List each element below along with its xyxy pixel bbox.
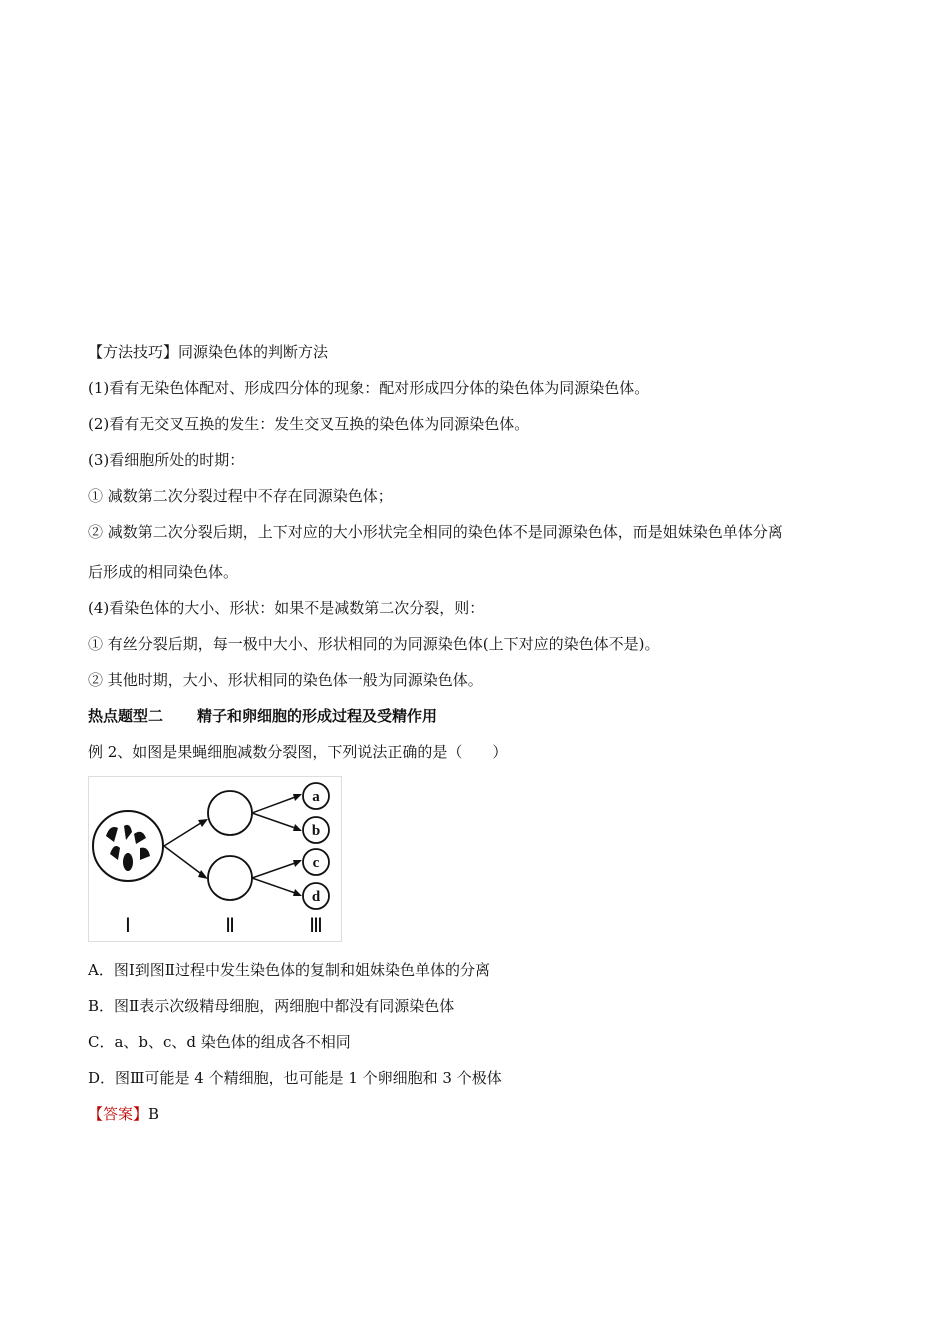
option-c: C．a、b、c、d 染色体的组成各不相同: [88, 1033, 351, 1051]
arrows-2-to-3: [252, 796, 298, 894]
stage-label-3: Ⅲ: [309, 915, 323, 937]
option-d: D．图Ⅲ可能是 4 个精细胞，也可能是 1 个卵细胞和 3 个极体: [88, 1069, 502, 1087]
method-point-3: (3)看细胞所处的时期：: [88, 451, 245, 469]
section-heading-label: 热点题型二: [88, 707, 164, 725]
method-point-3a: ① 减数第二次分裂过程中不存在同源染色体；: [88, 487, 393, 505]
method-point-2: (2)看有无交叉互换的发生：发生交叉互换的染色体为同源染色体。: [88, 415, 530, 433]
method-point-4a: ① 有丝分裂后期，每一极中大小、形状相同的为同源染色体(上下对应的染色体不是)。: [88, 635, 660, 653]
answer-value: B: [148, 1105, 160, 1123]
method-title: 【方法技巧】同源染色体的判断方法: [88, 343, 329, 361]
meiosis-figure: [88, 776, 342, 942]
option-a: A．图Ⅰ到图Ⅱ过程中发生染色体的复制和姐妹染色单体的分离: [88, 961, 490, 979]
method-point-4: (4)看染色体的大小、形状：如果不是减数第二次分裂，则：: [88, 599, 485, 617]
method-point-3b-line2: 后形成的相同染色体。: [88, 563, 239, 581]
cell-stage-2-top: [208, 791, 252, 835]
section-heading-title: 精子和卵细胞的形成过程及受精作用: [197, 707, 438, 725]
question-stem: 例 2、如图是果蝇细胞减数分裂图，下列说法正确的是（ ）: [88, 743, 508, 761]
method-point-3b-line1: ② 减数第二次分裂后期，上下对应的大小形状完全相同的染色体不是同源染色体，而是姐妹染色单体分离: [88, 523, 783, 541]
meiosis-diagram: [88, 776, 342, 942]
label-a: a: [312, 789, 320, 805]
answer-line: [88, 1104, 159, 1124]
arrows-1-to-2: [164, 821, 204, 876]
cell-stage-1: [93, 811, 163, 881]
answer-tag: 【答案】: [88, 1105, 149, 1123]
cell-stage-2-bottom: [208, 856, 252, 900]
label-d: d: [311, 889, 321, 905]
stage-label-2: Ⅱ: [225, 915, 235, 937]
label-c: c: [312, 855, 320, 871]
method-point-1: (1)看有无染色体配对、形成四分体的现象：配对形成四分体的染色体为同源染色体。: [88, 379, 650, 397]
option-b: B．图Ⅱ表示次级精母细胞，两细胞中都没有同源染色体: [88, 997, 455, 1015]
stage-label-1: Ⅰ: [125, 915, 131, 937]
section-heading: [88, 706, 437, 726]
label-b: b: [311, 823, 321, 839]
method-point-4b: ② 其他时期，大小、形状相同的染色体一般为同源染色体。: [88, 671, 483, 689]
